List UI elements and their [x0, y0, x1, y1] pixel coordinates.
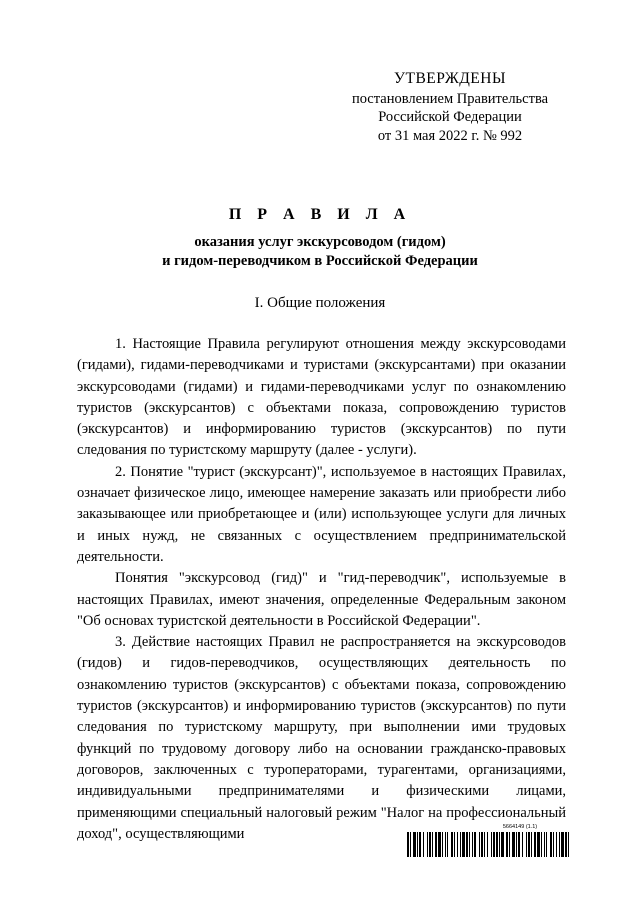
paragraph: Понятия "экскурсовод (гид)" и "гид-переводчик", используемые в настоящих Правилах, имеют значения, определенные Федеральным законом "Об основах туристской деятельности в Российской Федерации". [77, 570, 566, 629]
approval-block [330, 70, 570, 145]
paragraph: 2. Понятие "турист (экскурсант)", используемое в настоящих Правилах, означает физическое лицо, имеющее намерение заказать или приобрести либо заказывающее или приобретающее и (или) использующее услуги для личных и иных нужд, не связанных с осуществлением предпринимательской деятельности. [77, 463, 566, 565]
document-code: 5664149 (1.1) [502, 824, 538, 830]
document-body [77, 334, 566, 845]
barcode-icon [407, 832, 569, 857]
paragraph: 1. Настоящие Правила регулируют отношения между экскурсоводами (гидами), гидами-переводчиками и туристами (экскурсантами) при оказании экскурсоводами (гидами) и гидами-переводчиками услуг по ознакомлению туристов (экскурсантов) с объектами показа, сопровождению туристов (экскурсантов) и информированию туристов (экскурсантов) по пути следования по туристскому маршруту (далее - услуги). [77, 336, 566, 459]
paragraph: 3. Действие настоящих Правил не распространяется на экскурсоводов (гидов) и гидов-переводчиков, осуществляющих деятельность по ознакомлению туристов (экскурсантов) с объектами показа, сопровождению туристов (экскурсантов) и информированию туристов (экскурсантов) по пути следования по туристскому маршруту, при выполнении ими трудовых функций по трудовому договору либо на основании гражданско-правовых договоров, заключенных с туроператорами, турагентами, организациями, индивидуальными предпринимателями и физическими лицами, применяющими специальный налоговый режим "Налог на профессиональный доход", осуществляющими [77, 634, 566, 842]
document-title: П Р А В И Л А [228, 206, 412, 223]
approval-line: постановлением Правительства [351, 90, 549, 107]
subtitle-line: и гидом-переводчиком в Российской Федерации [162, 253, 478, 269]
document-subtitle [60, 233, 580, 271]
approval-line: Российской Федерации [378, 109, 522, 125]
subtitle-line: оказания услуг экскурсоводом (гидом) [194, 234, 446, 250]
approval-heading: УТВЕРЖДЕНЫ [394, 70, 506, 87]
section-heading: I. Общие положения [254, 295, 386, 311]
approval-line: от 31 мая 2022 г. № 992 [377, 127, 523, 144]
